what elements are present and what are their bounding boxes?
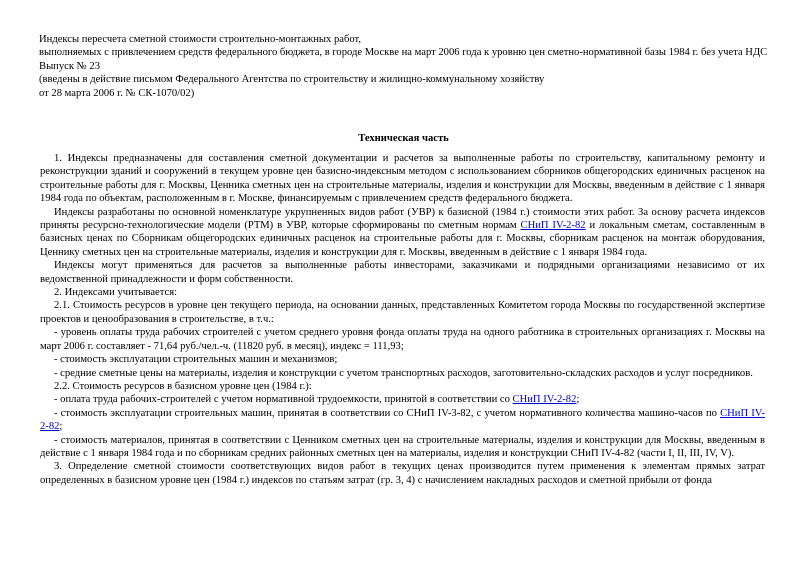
paragraph-7: - стоимость эксплуатации строительных машин и механизмов; (54, 354, 338, 366)
paragraph-2-text-b: и локальным сметам, составленным в базисных ценах по Сборникам общегородских единичных расценок на строительные работы для г. Москвы, сборникам расценок на монтаж оборудования, Ценнику сметных цен на строительные материалы, изделия и конструкции для г. Москвы, введенным в действие с 1 января 1984 года. (40, 220, 765, 258)
paragraph-3: Индексы могут применяться для расчетов за выполненные работы инвесторами, заказчиками и подрядными организациями независимо от их ведомственной принадлежности и форм собственности. (40, 260, 765, 285)
document-body (40, 152, 765, 487)
snip-iv-2-82-link[interactable]: СНиП IV-2-82 (512, 394, 577, 406)
snip-iv-2-82-link[interactable]: СНиП IV-2-82 (40, 407, 765, 433)
header-line-enacted: (введены в действие письмом Федерального Агентства по строительству и жилищно-коммунальному хозяйству (39, 74, 545, 86)
paragraph-6: - уровень оплаты труда рабочих строителей с учетом среднего уровня фонда оплаты труда на одного работника в строительных организациях г. Москвы на март 2006 г. составляет - 71,64 руб./чел.-ч. (11820 руб. в месяц), индекс = 111,93; (40, 327, 765, 352)
paragraph-11 (40, 407, 765, 434)
document-header (39, 33, 769, 100)
paragraph-9: 2.2. Стоимость ресурсов в базисном уровне цен (1984 г.): (54, 380, 312, 392)
paragraph-11-text-a: - стоимость эксплуатации строительных машин, принятая в соответствии со СНиП IV-3-82, с учетом нормативного количества машино-часов по (54, 407, 721, 419)
header-line-date: от 28 марта 2006 г. № СК-1070/02) (39, 87, 195, 99)
paragraph-13: 3. Определение сметной стоимости соответствующих видов работ в текущих ценах производится путем применения к элементам прямых затрат определенных в базисном уровне цен (1984 г.) индексов по статьям затрат (гр. 3, 4) с начислением накладных расходов и сметной прибыли от фонда (40, 461, 765, 486)
header-line-subtitle: выполняемых с привлечением средств федерального бюджета, в городе Москве на март 2006 года к уровню цен сметно-нормативной базы 1984 г. без учета НДС (39, 47, 768, 59)
paragraph-2-text-a: Индексы разработаны по основной номенклатуре укрупненных видов работ (УВР) к базисной (1984 г.) стоимости этих работ. За основу расчета индексов приняты ресурсно-технологические модели (РТМ) в УВР, которые сформированы по сметным нормам (40, 206, 765, 232)
paragraph-10-text-b: ; (576, 394, 580, 406)
section-title: Техническая часть (358, 133, 449, 144)
header-line-title: Индексы пересчета сметной стоимости строительно-монтажных работ, (39, 34, 361, 45)
paragraph-10 (40, 393, 765, 406)
paragraph-4: 2. Индексами учитывается: (54, 287, 178, 299)
header-line-issue: Выпуск № 23 (39, 60, 100, 72)
paragraph-11-text-b: ; (59, 421, 63, 433)
paragraph-12: - стоимость материалов, принятая в соответствии с Ценником сметных цен на строительные материалы, изделия и конструкции для Москвы, введенным в действие с 1 января 1984 года и по сборникам средних районных сметных цен на материалы, изделия и конструкции СНиП IV-4-82 (части I, II, III, IV, V). (40, 434, 765, 459)
snip-iv-2-82-link[interactable]: СНиП IV-2-82 (520, 220, 586, 232)
paragraph-10-text-a: - оплата труда рабочих-строителей с учетом нормативной трудоемкости, принятой в соответствии со (54, 394, 513, 406)
paragraph-1: 1. Индексы предназначены для составления сметной документации и расчетов за выполненные работы по строительству, капитальному ремонту и реконструкции зданий и сооружений в текущем уровне цен базисно-индексным методом с использованием сборников общегородских единичных расценок на строительные работы для г. Москвы, Ценника сметных цен на строительные материалы, изделия и конструкции для Москвы, введенным в действие с 1 января 1984 года по объектам, расположенным в г. Москве, финансируемым с привлечением средств федерального бюджета. (40, 153, 765, 205)
paragraph-5: 2.1. Стоимость ресурсов в уровне цен текущего периода, на основании данных, представленных Комитетом города Москвы по государственной экспертизе проектов и ценообразования в строительстве, в т.ч.: (40, 300, 765, 325)
paragraph-2 (40, 206, 765, 260)
paragraph-8: - средние сметные цены на материалы, изделия и конструкции с учетом транспортных расходов, заготовительно-складских расходов и услуг посредников. (54, 367, 753, 379)
